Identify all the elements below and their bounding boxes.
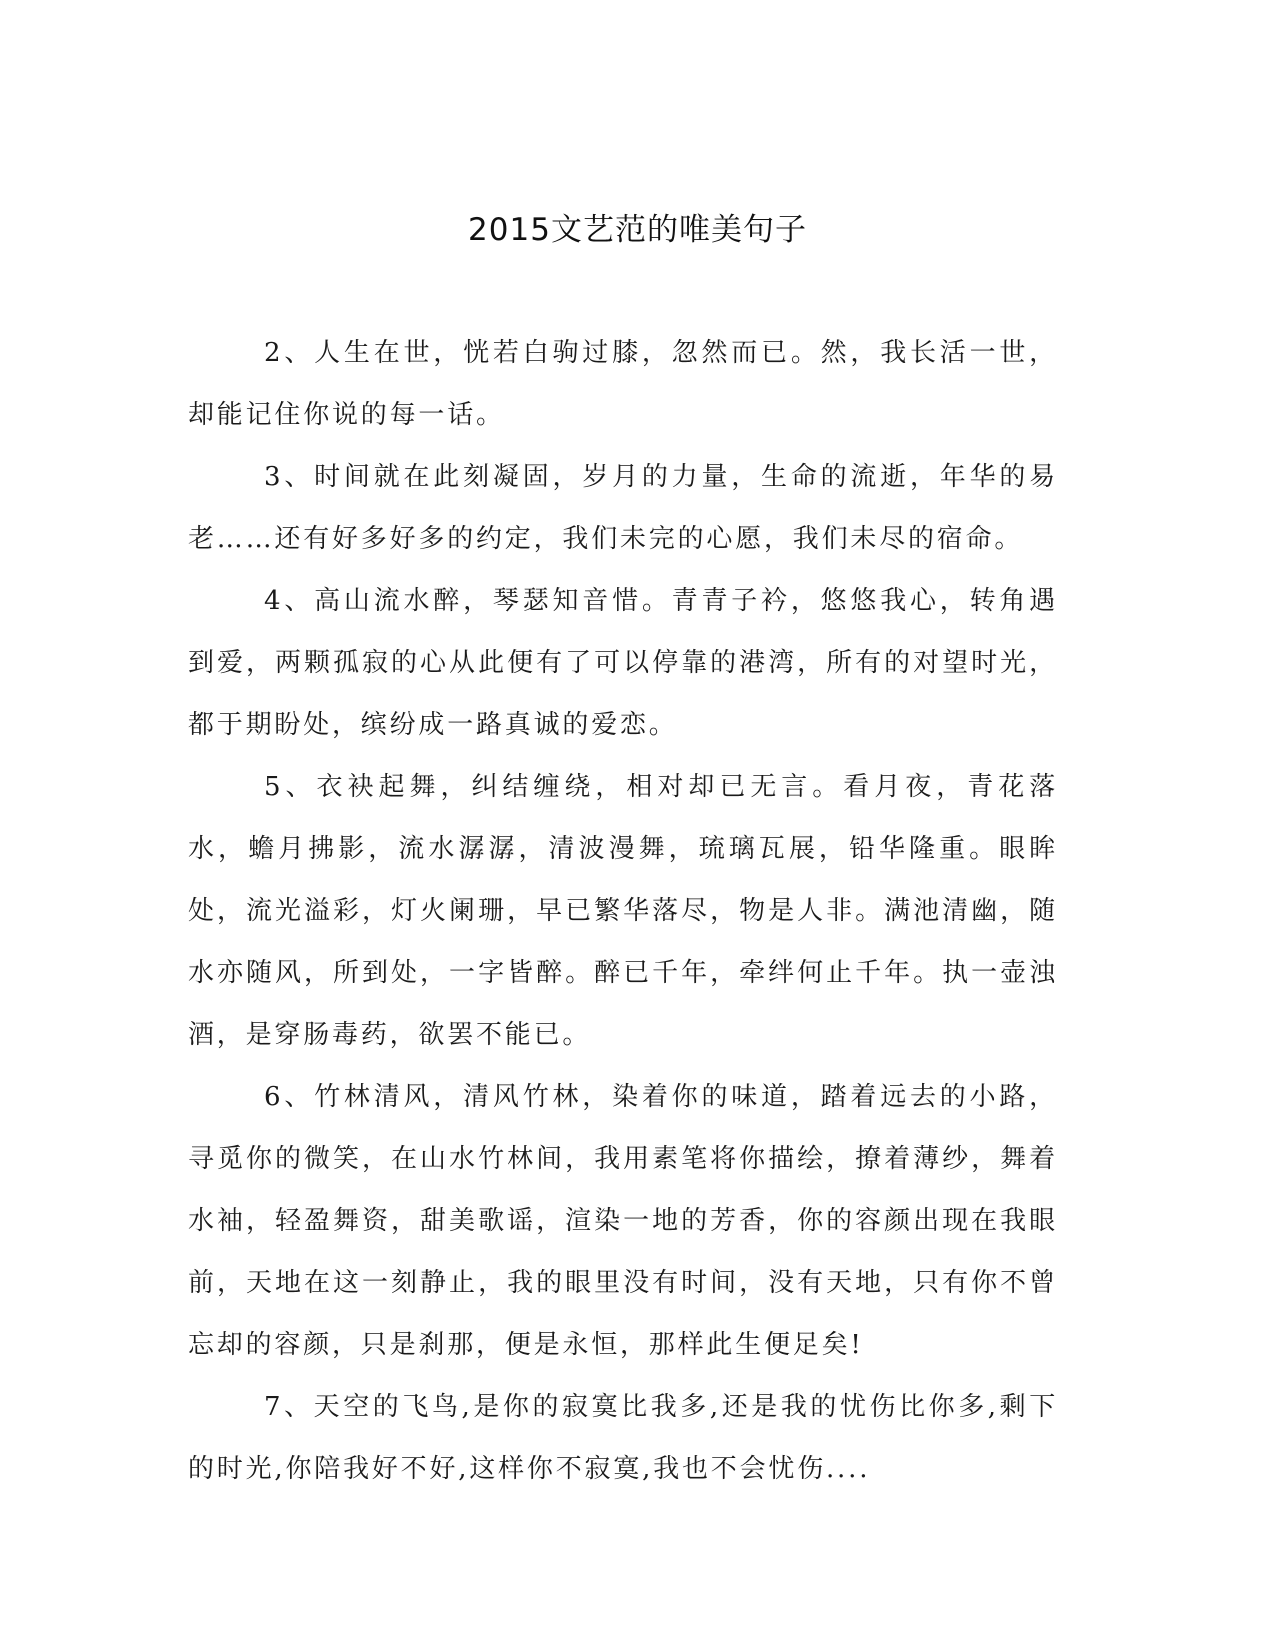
document-title: 2015文艺范的唯美句子 <box>468 212 807 248</box>
paragraph-2: 2、人生在世，恍若白驹过膝，忽然而已。然，我长活一世，却能记住你说的每一话。 <box>188 338 1058 430</box>
paragraph-7: 7、天空的飞鸟,是你的寂寞比我多,还是我的忧伤比你多,剩下的时光,你陪我好不好,这样你不寂寞,我也不会忧伤.... <box>188 1392 1058 1484</box>
paragraph-3: 3、时间就在此刻凝固，岁月的力量，生命的流逝，年华的易老……还有好多好多的约定，我们未完的心愿，我们未尽的宿命。 <box>188 462 1058 554</box>
document-body <box>188 322 1058 1500</box>
paragraph-5: 5、衣袂起舞，纠结缠绕，相对却已无言。看月夜，青花落水，蟾月拂影，流水潺潺，清波漫舞，琉璃瓦展，铅华隆重。眼眸处，流光溢彩，灯火阑珊，早已繁华落尽，物是人非。满池清幽，随水亦随风，所到处，一字皆醉。醉已千年，牵绊何止千年。执一壶浊酒，是穿肠毒药，欲罢不能已。 <box>188 772 1058 1050</box>
paragraph-4: 4、高山流水醉，琴瑟知音惜。青青子衿，悠悠我心，转角遇到爱，两颗孤寂的心从此便有了可以停靠的港湾，所有的对望时光，都于期盼处，缤纷成一路真诚的爱恋。 <box>188 586 1058 740</box>
paragraph-6: 6、竹林清风，清风竹林，染着你的味道，踏着远去的小路，寻觅你的微笑，在山水竹林间，我用素笔将你描绘，撩着薄纱，舞着水袖，轻盈舞资，甜美歌谣，渲染一地的芳香，你的容颜出现在我眼前，天地在这一刻静止，我的眼里没有时间，没有天地，只有你不曾忘却的容颜，只是刹那，便是永恒，那样此生便足矣! <box>188 1082 1058 1360</box>
